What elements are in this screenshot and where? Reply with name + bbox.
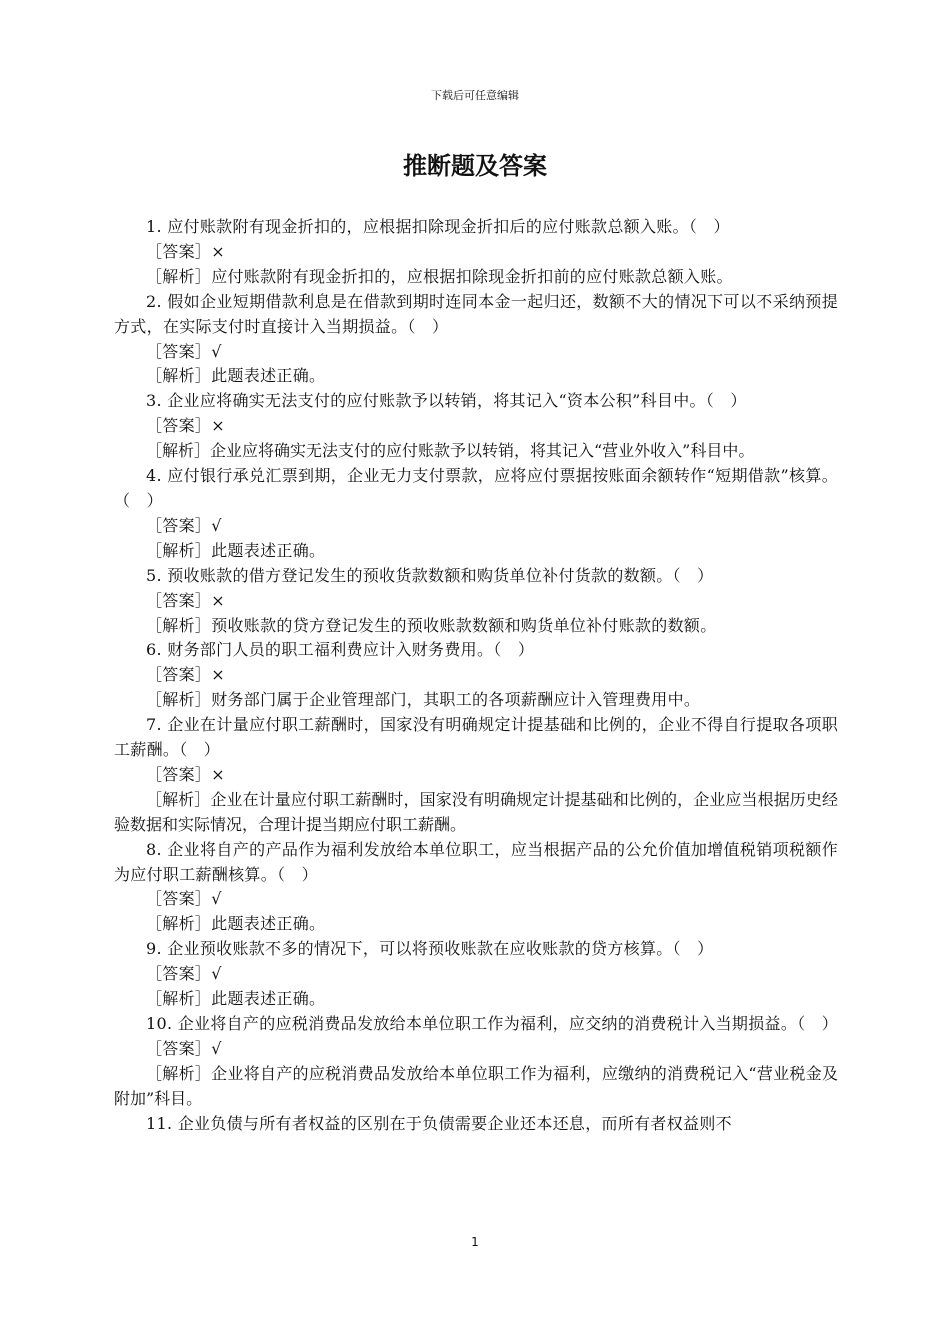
answer-7: ［答案］× — [146, 764, 225, 784]
analysis-2: ［解析］此题表述正确。 — [146, 366, 326, 386]
question-4: 4. 应付银行承兑汇票到期，企业无力支付票款，应将应付票据按账面余额转作“短期借款”核算。（ ） — [114, 466, 838, 510]
question-8: 8. 企业将自产的产品作为福利发放给本单位职工，应当根据产品的公允价值加增值税销项税额作为应付职工薪酬核算。（ ） — [114, 839, 838, 884]
question-6: 6. 财务部门人员的职工福利费应计入财务费用。（ ） — [146, 640, 535, 660]
answer-9: ［答案］√ — [146, 964, 222, 984]
answer-5: ［答案］× — [146, 590, 225, 610]
answer-3: ［答案］× — [146, 416, 225, 436]
question-5: 5. 预收账款的借方登记发生的预收货款数额和购货单位补付货款的数额。（ ） — [146, 565, 714, 585]
answer-10: ［答案］√ — [146, 1038, 222, 1058]
question-9: 9. 企业预收账款不多的情况下，可以将预收账款在应收账款的贷方核算。（ ） — [146, 939, 714, 959]
answer-2: ［答案］√ — [146, 341, 222, 361]
document-body — [114, 215, 838, 1137]
question-2: 2. 假如企业短期借款利息是在借款到期时连同本金一起归还，数额不大的情况下可以不采纳预提方式，在实际支付时直接计入当期损益。（ ） — [114, 291, 838, 336]
answer-4: ［答案］√ — [146, 515, 222, 535]
analysis-6: ［解析］财务部门属于企业管理部门，其职工的各项薪酬应计入管理费用中。 — [146, 690, 701, 710]
question-1: 1. 应付账款附有现金折扣的，应根据扣除现金折扣后的应付账款总额入账。（ ） — [146, 217, 730, 236]
question-11: 11. 企业负债与所有者权益的区别在于负债需要企业还本还息，而所有者权益则不 — [146, 1113, 732, 1133]
page-number: 1 — [471, 1235, 479, 1249]
analysis-7: ［解析］企业在计量应付职工薪酬时，国家没有明确规定计提基础和比例的，企业应当根据历史经验数据和实际情况，合理计提当期应付职工薪酬。 — [114, 789, 838, 834]
question-10: 10. 企业将自产的应税消费品发放给本单位职工作为福利，应交纳的消费税计入当期损益。（ ） — [146, 1014, 839, 1033]
answer-1: ［答案］× — [146, 241, 225, 261]
analysis-8: ［解析］此题表述正确。 — [146, 914, 326, 934]
answer-8: ［答案］√ — [146, 889, 222, 909]
question-3: 3. 企业应将确实无法支付的应付账款予以转销，将其记入“资本公积”科目中。（ ） — [146, 391, 747, 411]
page-header: 下载后可任意编辑 — [431, 89, 519, 102]
analysis-3: ［解析］企业应将确实无法支付的应付账款予以转销，将其记入“营业外收入”科目中。 — [146, 441, 755, 461]
analysis-4: ［解析］此题表述正确。 — [146, 540, 326, 560]
document-title: 推断题及答案 — [403, 152, 547, 180]
analysis-5: ［解析］预收账款的贷方登记发生的预收账款数额和购货单位补付账款的数额。 — [146, 615, 717, 635]
answer-6: ［答案］× — [146, 665, 225, 685]
question-7: 7. 企业在计量应付职工薪酬时，国家没有明确规定计提基础和比例的，企业不得自行提取各项职工薪酬。（ ） — [114, 715, 838, 760]
analysis-9: ［解析］此题表述正确。 — [146, 989, 326, 1009]
analysis-10: ［解析］企业将自产的应税消费品发放给本单位职工作为福利，应缴纳的消费税记入“营业税金及附加”科目。 — [114, 1063, 838, 1108]
analysis-1: ［解析］应付账款附有现金折扣的，应根据扣除现金折扣前的应付账款总额入账。 — [146, 266, 733, 286]
